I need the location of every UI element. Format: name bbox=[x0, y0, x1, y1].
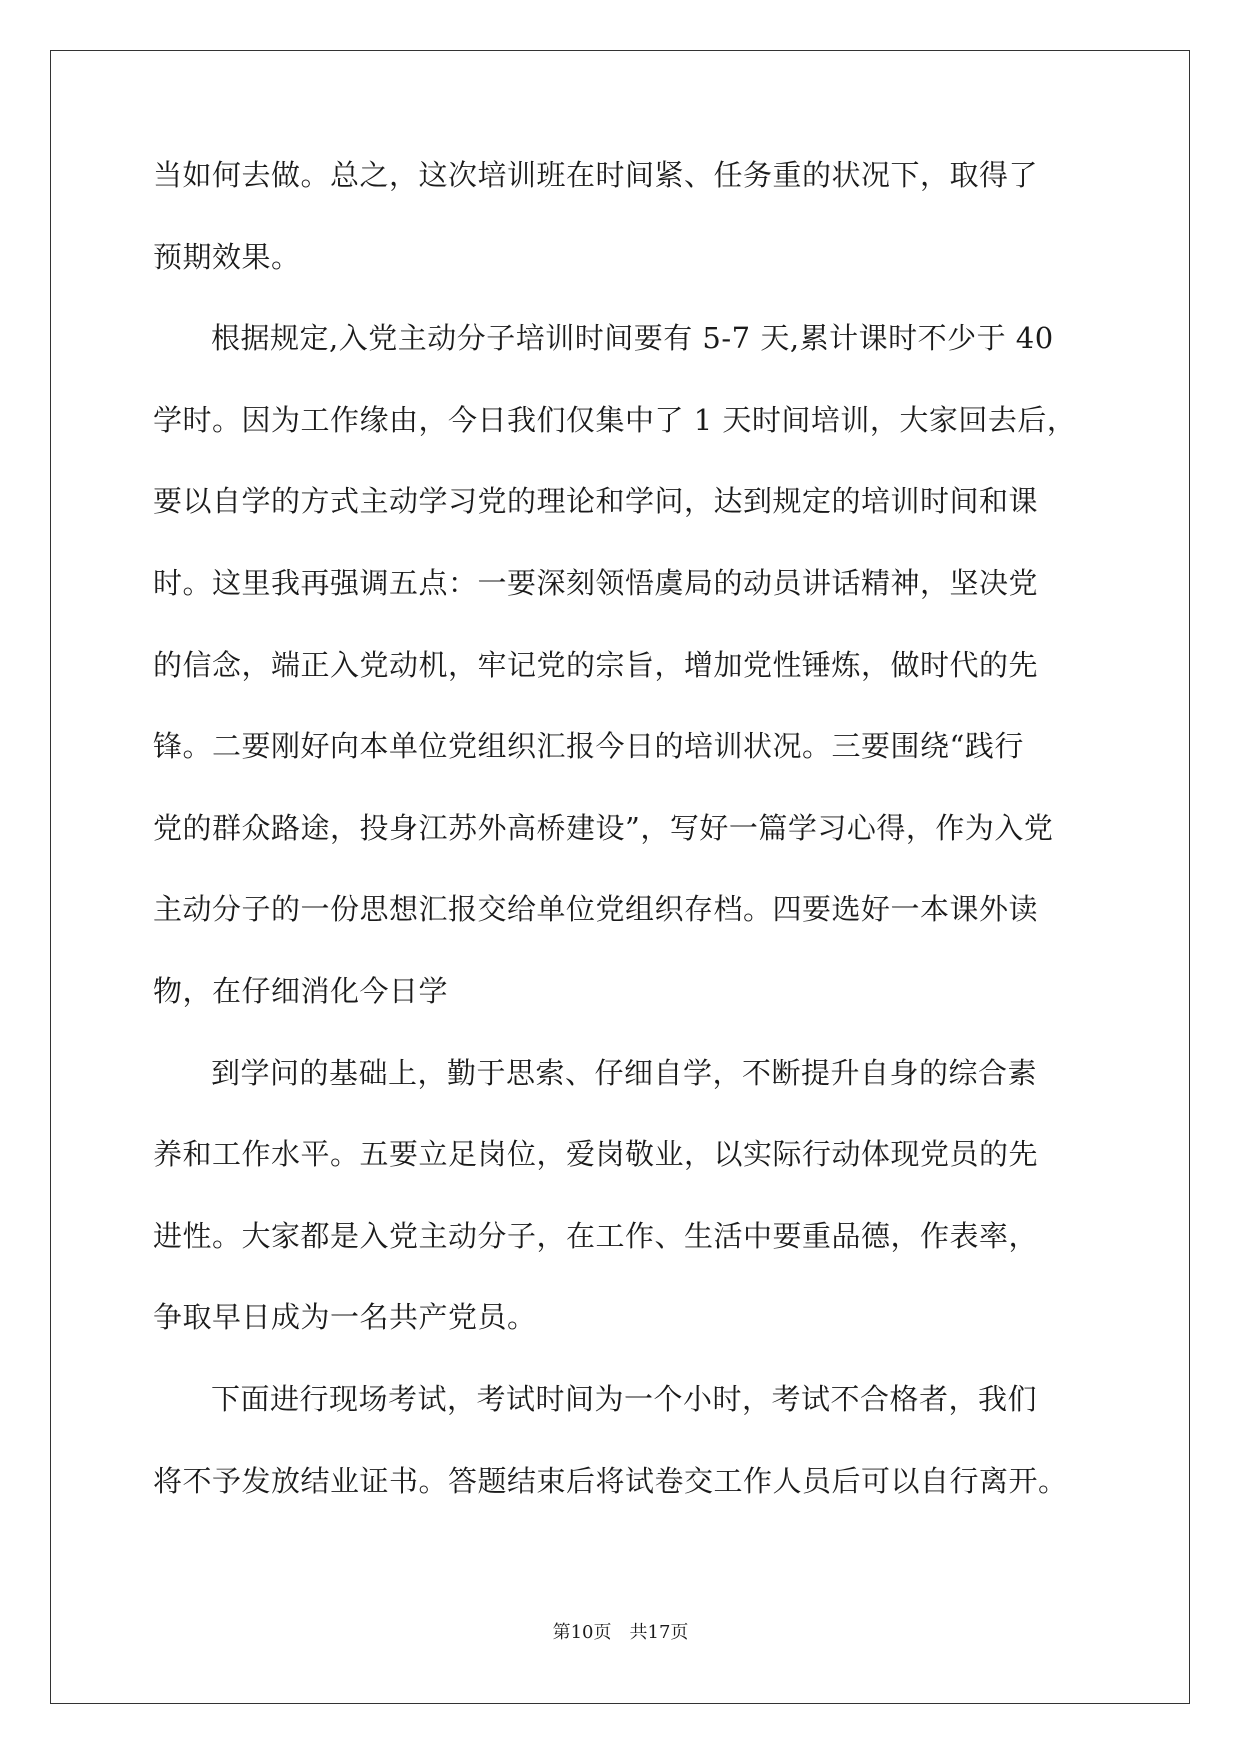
text-line: 当如何去做。总之，这次培训班在时间紧、任务重的状况下，取得了 bbox=[153, 158, 1039, 192]
document-body bbox=[153, 160, 1093, 1547]
text-line: 主动分子的一份思想汇报交给单位党组织存档。四要选好一本课外读 bbox=[153, 892, 1039, 927]
text-line: 争取早日成为一名共产党员。 bbox=[153, 1300, 537, 1335]
text-line: 物，在仔细消化今日学 bbox=[153, 973, 449, 1008]
total-pages: 共17页 bbox=[629, 1622, 689, 1643]
current-page-number: 第10页 bbox=[552, 1622, 612, 1643]
text-line: 根据规定,入党主动分子培训时间要有 5-7 天,累计课时不少于 40 bbox=[211, 321, 1054, 356]
text-line: 的信念，端正入党动机，牢记党的宗旨，增加党性锤炼，做时代的先 bbox=[153, 647, 1039, 682]
text-line: 到学问的基础上，勤于思索、仔细自学，不断提升自身的综合素 bbox=[211, 1055, 1038, 1090]
text-line: 锋。二要刚好向本单位党组织汇报今日的培训状况。三要围绕“践行 bbox=[153, 729, 1024, 764]
text-line: 学时。因为工作缘由，今日我们仅集中了 1 天时间培训，大家回去后， bbox=[153, 402, 1077, 437]
text-line: 党的群众路途，投身江苏外高桥建设”，写好一篇学习心得，作为入党 bbox=[153, 810, 1054, 845]
text-line: 预期效果。 bbox=[153, 239, 301, 274]
text-line: 进性。大家都是入党主动分子，在工作、生活中要重品德，作表率， bbox=[153, 1218, 1039, 1253]
text-line: 要以自学的方式主动学习党的理论和学问，达到规定的培训时间和课 bbox=[153, 484, 1039, 519]
text-line: 时。这里我再强调五点：一要深刻领悟虞局的动员讲话精神，坚决党 bbox=[153, 565, 1039, 600]
page-footer bbox=[0, 1618, 1241, 1644]
text-line: 下面进行现场考试，考试时间为一个小时，考试不合格者，我们 bbox=[211, 1381, 1038, 1416]
text-line: 养和工作水平。五要立足岗位，爱岗敬业，以实际行动体现党员的先 bbox=[153, 1137, 1039, 1172]
text-line: 将不予发放结业证书。答题结束后将试卷交工作人员后可以自行离开。 bbox=[153, 1463, 1068, 1498]
